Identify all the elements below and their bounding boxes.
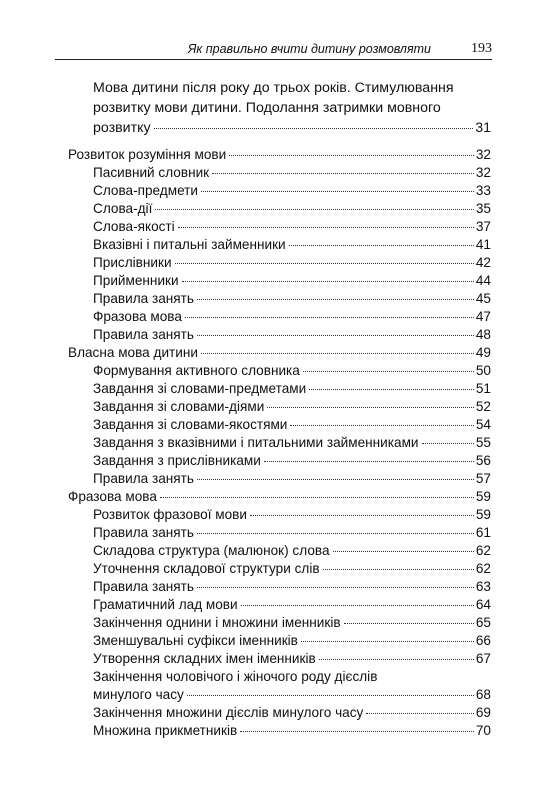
dot-leader <box>240 731 474 732</box>
toc-entry-page: 44 <box>475 273 491 288</box>
toc-entry-page: 70 <box>475 723 491 738</box>
toc-entry-label: Прислівники <box>93 255 172 270</box>
dot-leader <box>241 605 474 606</box>
toc-entry[interactable] <box>93 254 491 271</box>
dot-leader <box>301 641 474 642</box>
toc-entry-label: Завдання з прислівниками <box>93 453 261 468</box>
toc-entry-page: 62 <box>475 543 491 558</box>
toc-entry-page: 54 <box>475 417 491 432</box>
dot-leader <box>160 497 474 498</box>
toc-entry-page: 48 <box>475 327 491 342</box>
toc-entry-label: розвитку <box>93 120 151 136</box>
toc-intro-line-1: Мова дитини після року до трьох років. Стимулювання <box>93 80 454 96</box>
toc-entry-page: 63 <box>475 579 491 594</box>
dot-leader <box>154 128 474 129</box>
toc-entry[interactable] <box>93 506 491 523</box>
toc-entry[interactable] <box>93 120 491 137</box>
toc-entry[interactable] <box>93 434 491 451</box>
toc-entry-page: 52 <box>475 399 491 414</box>
toc-entry-page: 65 <box>475 615 491 630</box>
dot-leader <box>264 461 474 462</box>
dot-leader <box>155 209 474 210</box>
toc-entry-label: Розвиток розуміння мови <box>68 147 227 162</box>
toc-entry[interactable] <box>93 290 491 307</box>
toc-entry-label: Складова структура (малюнок) слова <box>93 543 330 558</box>
dot-leader <box>303 371 474 372</box>
toc-entry-label: Слова-якості <box>93 219 175 234</box>
dot-leader <box>185 317 474 318</box>
toc-entry[interactable] <box>93 524 491 541</box>
dot-leader <box>201 191 474 192</box>
toc-entry[interactable] <box>93 164 491 181</box>
toc-entry[interactable] <box>93 560 491 577</box>
toc-entry-page: 41 <box>475 237 491 252</box>
toc-entry-label: Закінчення чоловічого і жіночого роду дієслів <box>93 669 378 684</box>
dot-leader <box>175 263 474 264</box>
toc-entry[interactable] <box>93 542 491 559</box>
toc-entry-label: Фразова мова <box>93 309 182 324</box>
toc-entry[interactable] <box>93 326 491 343</box>
dot-leader <box>229 155 474 156</box>
toc-entry[interactable] <box>93 686 491 703</box>
toc-entry-label: Розвиток фразової мови <box>93 507 247 522</box>
toc-entry[interactable] <box>93 470 491 487</box>
toc-entry[interactable] <box>93 272 491 289</box>
toc-entry[interactable] <box>93 200 491 217</box>
toc-entry[interactable] <box>93 308 491 325</box>
toc-entry[interactable] <box>93 380 491 397</box>
toc-entry-label: Утворення складних імен іменників <box>93 651 316 666</box>
toc-entry[interactable] <box>93 362 491 379</box>
toc-entry-page: 37 <box>475 219 491 234</box>
dot-leader <box>290 425 473 426</box>
toc-entry-label: Правила занять <box>93 579 194 594</box>
dot-leader <box>187 695 474 696</box>
toc-entry-label: Вказівні і питальні займенники <box>93 237 286 252</box>
dot-leader <box>366 713 474 714</box>
toc-entry-page: 33 <box>475 183 491 198</box>
toc-entry[interactable] <box>93 452 491 469</box>
toc-entry-page: 42 <box>475 255 491 270</box>
dot-leader <box>344 623 474 624</box>
toc-entry-label: Уточнення складової структури слів <box>93 561 320 576</box>
toc-entry[interactable] <box>68 344 491 361</box>
toc-entry-page: 62 <box>475 561 491 576</box>
toc-entry-label: Правила занять <box>93 471 194 486</box>
toc-entry-page: 64 <box>475 597 491 612</box>
toc-entry-label: Фразова мова <box>68 489 157 504</box>
toc-entry-label: Власна мова дитини <box>68 345 198 360</box>
toc-entry[interactable] <box>68 488 491 505</box>
dot-leader <box>197 335 474 336</box>
toc-entry[interactable] <box>93 596 491 613</box>
toc-entry-label: Зменшувальні суфікси іменників <box>93 633 298 648</box>
toc-entry-label: Закінчення множини дієслів минулого часу <box>93 705 364 720</box>
toc-entry-page: 59 <box>475 507 491 522</box>
toc-entry-page: 69 <box>475 705 491 720</box>
toc-entry[interactable] <box>68 146 491 163</box>
toc-entry-page: 35 <box>475 201 491 216</box>
toc-entry-label: Пасивний словник <box>93 165 210 180</box>
toc-entry[interactable] <box>93 236 491 253</box>
toc-entry-page: 66 <box>475 633 491 648</box>
running-title: Як правильно вчити дитину розмовляти <box>187 42 431 56</box>
dot-leader <box>197 587 474 588</box>
toc-entry-page: 47 <box>475 309 491 324</box>
dot-leader <box>212 173 474 174</box>
toc-entry-page: 67 <box>475 651 491 666</box>
toc-entry[interactable] <box>93 722 491 739</box>
toc-entry-label: Закінчення однини і множини іменників <box>93 615 341 630</box>
toc-entry-label: Слова-дії <box>93 201 153 216</box>
toc-entry-label: Правила занять <box>93 291 194 306</box>
toc-entry-page: 49 <box>475 345 491 360</box>
toc-entry-page: 45 <box>475 291 491 306</box>
toc-entry-page: 61 <box>475 525 491 540</box>
toc-entry-page: 55 <box>475 435 491 450</box>
dot-leader <box>309 389 474 390</box>
dot-leader <box>250 515 474 516</box>
toc-entry-label: Завдання з вказівними і питальними займенниками <box>93 435 419 450</box>
toc-entry-label: Прийменники <box>93 273 179 288</box>
dot-leader <box>197 299 474 300</box>
dot-leader <box>201 353 474 354</box>
toc-entry-page: 56 <box>475 453 491 468</box>
dot-leader <box>197 479 474 480</box>
dot-leader <box>323 569 474 570</box>
toc-entry-label: минулого часу <box>93 687 184 702</box>
dot-leader <box>178 227 474 228</box>
toc-entry[interactable] <box>93 704 491 721</box>
toc-entry[interactable] <box>93 614 491 631</box>
dot-leader <box>267 407 474 408</box>
running-header <box>55 39 492 60</box>
toc-entry-page: 32 <box>475 165 491 180</box>
toc-entry-page: 31 <box>475 120 491 136</box>
toc-entry[interactable] <box>93 650 491 667</box>
toc-entry-page: 32 <box>475 147 491 162</box>
toc-entry-label: Правила занять <box>93 327 194 342</box>
toc-entry[interactable] <box>93 578 491 595</box>
dot-leader <box>333 551 474 552</box>
toc-entry-label: Завдання зі словами-якостями <box>93 417 288 432</box>
toc-entry-label: Правила занять <box>93 525 194 540</box>
toc-entry-label: Слова-предмети <box>93 183 199 198</box>
dot-leader <box>319 659 474 660</box>
toc-entry[interactable] <box>93 416 491 433</box>
dot-leader <box>182 281 474 282</box>
toc-entry-label: Множина прикметників <box>93 723 238 738</box>
toc-entry-label: Формування активного словника <box>93 363 300 378</box>
toc-entry[interactable] <box>93 632 491 649</box>
dot-leader <box>289 245 474 246</box>
toc-intro-line-2: розвитку мови дитини. Подолання затримки мовного <box>93 100 441 116</box>
dot-leader <box>197 533 474 534</box>
toc-entry-label: Граматичний лад мови <box>93 597 238 612</box>
toc-entry-label: Завдання зі словами-діями <box>93 399 265 414</box>
dot-leader <box>422 443 474 444</box>
toc-entry[interactable] <box>93 218 491 235</box>
toc-entry-page: 50 <box>475 363 491 378</box>
toc-entry-page: 59 <box>475 489 491 504</box>
toc-entry[interactable] <box>93 398 491 415</box>
toc-entry-page: 57 <box>475 471 491 486</box>
toc-entry-page: 51 <box>475 381 491 396</box>
page-number: 193 <box>471 41 492 56</box>
toc-entry-label: Завдання зі словами-предметами <box>93 381 307 396</box>
toc-entry[interactable] <box>93 182 491 199</box>
toc-entry-page: 68 <box>475 687 491 702</box>
